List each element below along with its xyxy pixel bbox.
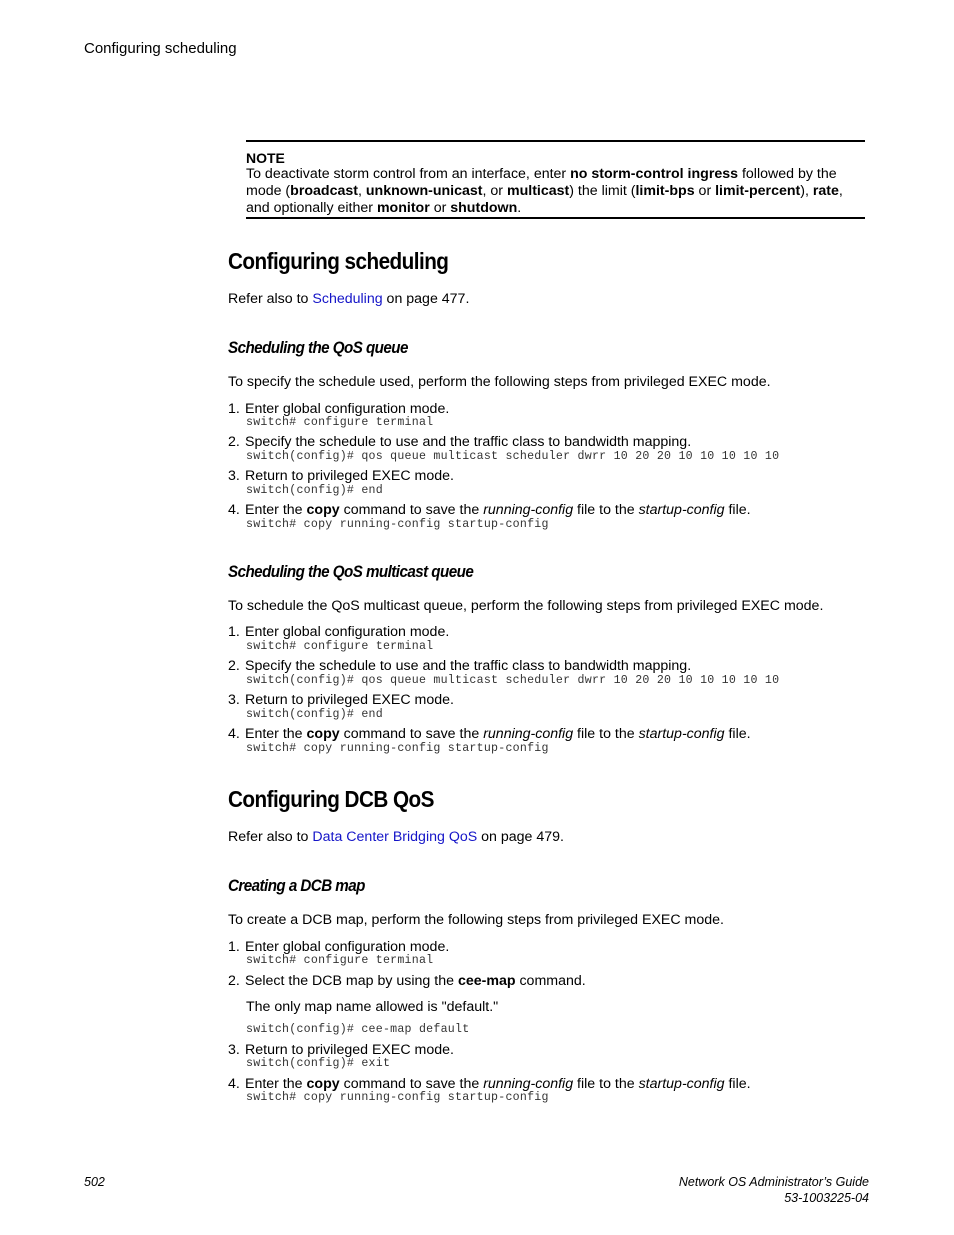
step-2: 2. Specify the schedule to use and the traffic class to bandwidth mapping. [228,658,692,674]
step-2-note: The only map name allowed is "default." [246,999,499,1015]
code-line: switch# copy running-config startup-config [246,1091,549,1104]
note-label: NOTE [246,150,285,166]
intro-qos-multicast: To schedule the QoS multicast queue, perform the following steps from privileged EXEC mode. [228,598,824,614]
intro-dcb-map: To create a DCB map, perform the following steps from privileged EXEC mode. [228,912,724,928]
subheading-dcb-map: Creating a DCB map [228,877,365,895]
subheading-qos-queue: Scheduling the QoS queue [228,339,408,357]
section-heading-scheduling: Configuring scheduling [228,248,449,274]
code-line: switch(config)# qos queue multicast scheduler dwrr 10 20 20 10 10 10 10 10 [246,674,780,687]
code-line: switch# configure terminal [246,416,434,429]
step-4: 4. Enter the copy command to save the running-config file to the startup-config file. [228,726,751,742]
code-line: switch(config)# cee-map default [246,1023,470,1036]
subheading-qos-multicast-queue: Scheduling the QoS multicast queue [228,563,474,581]
document-number: 53-1003225-04 [784,1191,869,1205]
step-4: 4. Enter the copy command to save the running-config file to the startup-config file. [228,1076,751,1092]
step-1: 1. Enter global configuration mode. [228,939,450,955]
step-2: 2. Specify the schedule to use and the traffic class to bandwidth mapping. [228,434,692,450]
step-4: 4. Enter the copy command to save the running-config file to the startup-config file. [228,502,751,518]
scheduling-link[interactable]: Scheduling [312,291,383,307]
section-heading-dcb-qos: Configuring DCB QoS [228,786,434,812]
code-line: switch(config)# exit [246,1057,391,1070]
code-line: switch# configure terminal [246,640,434,653]
code-line: switch(config)# end [246,484,383,497]
note-box [246,140,865,219]
code-line: switch# configure terminal [246,954,434,967]
note-text: To deactivate storm control from an interface, enter no storm-control ingress followed by the mode (broadcast, unknown-unicast, or multicast) the limit (limit-bps or limit-percent), rate, and optionally either monitor or shutdown. [246,166,843,216]
code-line: switch(config)# qos queue multicast scheduler dwrr 10 20 20 10 10 10 10 10 [246,450,780,463]
intro-qos-queue: To specify the schedule used, perform the following steps from privileged EXEC mode. [228,374,771,390]
step-3: 3. Return to privileged EXEC mode. [228,692,454,708]
code-line: switch# copy running-config startup-config [246,518,549,531]
refer-dcb: Refer also to Data Center Bridging QoS on page 479. [228,829,564,845]
running-header: Configuring scheduling [84,40,237,57]
step-2: 2. Select the DCB map by using the cee-map command. [228,973,586,989]
step-3: 3. Return to privileged EXEC mode. [228,1042,454,1058]
refer-scheduling: Refer also to Scheduling on page 477. [228,291,470,307]
step-3: 3. Return to privileged EXEC mode. [228,468,454,484]
dcb-qos-link[interactable]: Data Center Bridging QoS [312,829,478,845]
guide-title: Network OS Administrator’s Guide [678,1175,869,1189]
step-1: 1. Enter global configuration mode. [228,401,450,417]
code-line: switch# copy running-config startup-config [246,742,549,755]
page-number: 502 [84,1175,105,1189]
code-line: switch(config)# end [246,708,383,721]
step-1: 1. Enter global configuration mode. [228,624,450,640]
